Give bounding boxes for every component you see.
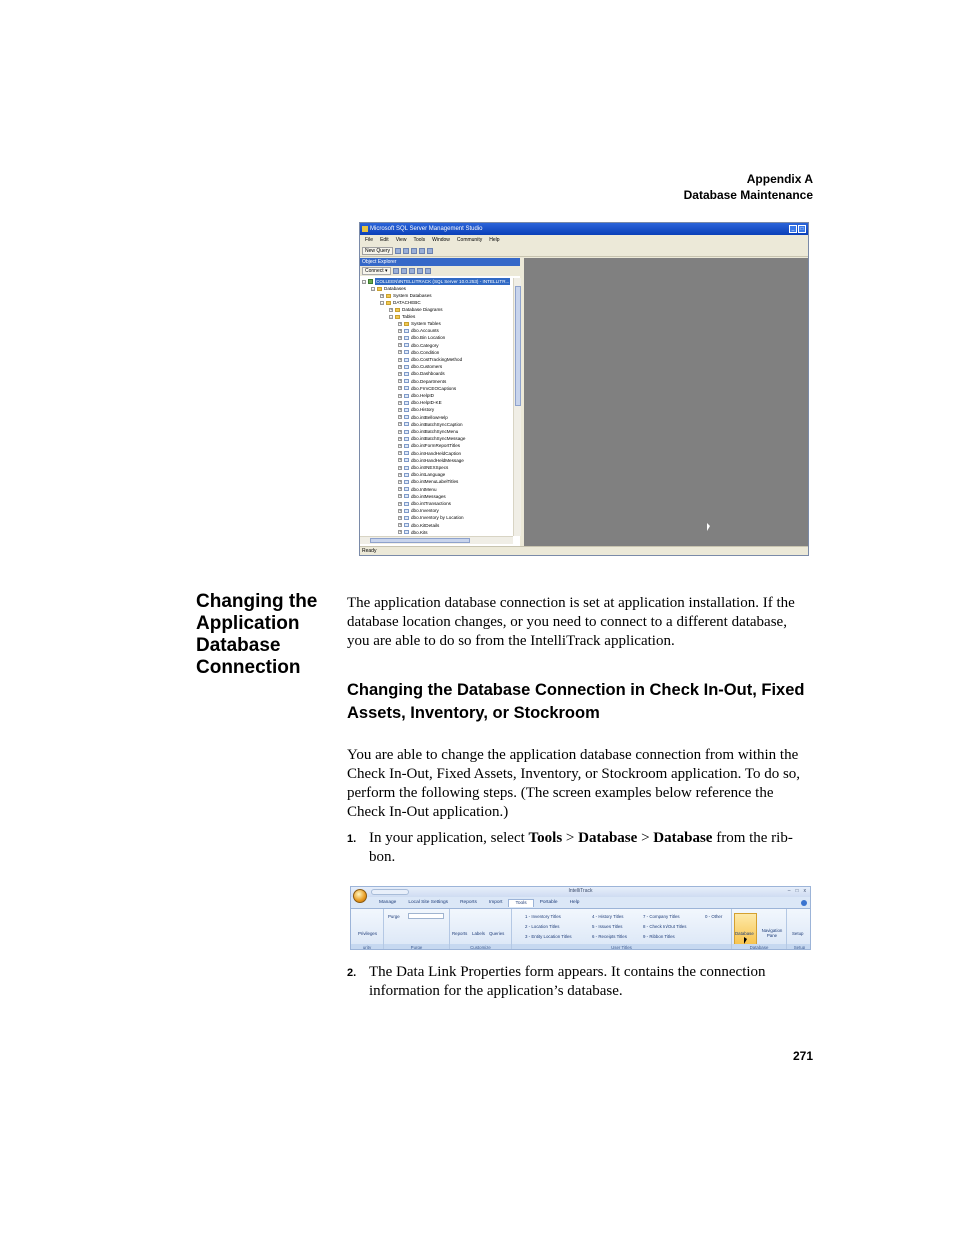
expand-icon[interactable]: +: [399, 378, 402, 384]
tree-node-table[interactable]: [398, 349, 439, 356]
table-icon: [404, 523, 409, 527]
folder-icon: [395, 315, 400, 319]
table-icon: [404, 466, 409, 470]
table-icon: [404, 329, 409, 333]
tree-node-label: dbo.Customers: [411, 364, 443, 370]
ribbon-screenshot: [350, 886, 811, 950]
table-icon: [404, 487, 409, 491]
company-titles-button[interactable]: 7 - Company Titles: [643, 914, 680, 919]
tree-node-label: dbo.HelpID: [411, 393, 434, 398]
table-icon: [404, 494, 409, 498]
tree-node-table[interactable]: [398, 435, 465, 442]
table-icon: [404, 365, 409, 369]
table-icon: [404, 437, 409, 441]
expand-icon[interactable]: +: [399, 414, 402, 420]
expand-icon[interactable]: +: [399, 457, 402, 463]
tab-local-site-settings[interactable]: Local Site Settings: [408, 900, 449, 905]
menu-window[interactable]: Window: [432, 237, 450, 243]
table-icon: [404, 386, 409, 390]
tree-node-label: dbo.intBatchSyncMessage: [411, 436, 466, 442]
tree-node-label: dbo.intLanguage: [411, 472, 446, 478]
tree-node-databases[interactable]: - Databases: [372, 285, 406, 291]
minimize-icon[interactable]: –: [787, 888, 791, 894]
restore-icon[interactable]: □: [798, 225, 806, 233]
tab-tools[interactable]: Tools: [508, 899, 533, 907]
expand-icon[interactable]: +: [399, 406, 402, 412]
group-database: Database Navigation Pane Database: [732, 909, 787, 950]
table-icon: [404, 343, 409, 347]
tree-node-table[interactable]: [398, 363, 442, 370]
tree-node-label: dbo.intBatchSyncMenu: [411, 429, 459, 434]
tree-node-label: System Tables: [411, 321, 441, 326]
expand-icon[interactable]: +: [399, 399, 402, 405]
body-paragraph: You are able to change the application database connection from within the Check In-Out, Fixed Assets, Inventory, or Stockroom application. To do so, perform the following steps. (The screen examples below reference the Check In-Out application.): [347, 747, 801, 820]
expand-icon[interactable]: +: [399, 435, 402, 441]
tree-node-label: dbo.intHandHeldCaption: [411, 450, 462, 456]
entity-location-titles-button[interactable]: 3 - Entity Location Titles: [525, 934, 572, 939]
open-icon[interactable]: [395, 248, 401, 254]
reports-button[interactable]: Reports: [452, 931, 468, 936]
tree-node-label: dbo.intMenuLabelTitles: [411, 479, 459, 485]
ribbon-tabs: [373, 899, 585, 907]
expand-icon[interactable]: +: [399, 507, 402, 513]
table-icon: [404, 336, 409, 340]
ssms-screenshot: [359, 222, 809, 556]
tree-node-table[interactable]: [398, 399, 442, 406]
copy-icon[interactable]: [419, 248, 425, 254]
ssms-toolbar: [360, 246, 808, 257]
table-icon: [404, 530, 409, 534]
tree-node-label: dbo.Kits: [411, 529, 428, 535]
table-icon: [404, 444, 409, 448]
office-button-icon[interactable]: [353, 889, 367, 903]
expand-icon[interactable]: +: [399, 370, 402, 376]
tree-node-tables[interactable]: - Tables: [390, 313, 416, 319]
folder-icon: [395, 308, 400, 312]
tree-node-label: dbo.intBatchSyncCaption: [411, 421, 463, 427]
tree-node-label: dbo.intBellowHelp: [411, 414, 448, 420]
tab-reports[interactable]: Reports: [460, 900, 477, 905]
folder-icon: [386, 294, 391, 298]
tab-manage[interactable]: Manage: [379, 900, 397, 905]
connect-button[interactable]: Connect ▾: [362, 267, 391, 275]
tree-node-table[interactable]: [398, 421, 463, 428]
tree-node-label: dbo.Category: [411, 342, 439, 348]
tree-node-table[interactable]: [398, 327, 439, 334]
expand-icon[interactable]: +: [399, 421, 402, 427]
mouse-pointer-icon: [707, 523, 710, 531]
tree-node-table[interactable]: [398, 414, 448, 421]
group-purge: Purge Purge: [384, 909, 450, 950]
tree-node-database[interactable]: - DATACHEBC: [381, 299, 421, 305]
step-1: [347, 829, 813, 867]
tree-node-table[interactable]: [398, 522, 439, 529]
tree-node-table[interactable]: [398, 464, 448, 471]
tree-node-label: dbo.CostTrackingMethod: [411, 357, 463, 362]
expand-icon[interactable]: +: [399, 356, 402, 362]
ribbon-titlebar: [351, 887, 810, 897]
step-number: 1.: [347, 833, 357, 845]
tree-node-label: dbo.History: [411, 407, 435, 413]
close-icon[interactable]: x: [803, 888, 806, 894]
document-area: [524, 258, 808, 546]
stop-icon[interactable]: [409, 268, 415, 274]
page-number: 271: [792, 1049, 813, 1063]
purge-dropdown[interactable]: [408, 913, 444, 919]
tree-node-label: dbo.Inventory by Location: [411, 515, 464, 521]
tab-help[interactable]: Help: [569, 900, 580, 905]
expand-icon[interactable]: +: [399, 334, 402, 340]
menu-community[interactable]: Community: [456, 237, 483, 243]
running-header-appendix: Appendix A: [746, 172, 813, 186]
running-header-chapter: Database Maintenance: [683, 188, 813, 202]
ribbon-app-title: IntelliTrack: [568, 888, 593, 894]
database-button-label[interactable]: Database: [735, 931, 754, 936]
mouse-pointer-icon: [744, 937, 747, 944]
tab-import[interactable]: Import: [488, 900, 503, 905]
tree-node-system-databases[interactable]: + System Databases: [381, 292, 432, 298]
inventory-titles-button[interactable]: 1 - Inventory Titles: [525, 914, 561, 919]
object-explorer-tree: [360, 278, 513, 536]
menu-view[interactable]: View: [395, 237, 407, 243]
connect-icon[interactable]: [393, 268, 399, 274]
tree-node-table[interactable]: [398, 342, 439, 349]
table-icon: [404, 358, 409, 362]
group-security: Privileges urity: [351, 909, 384, 950]
tree-node-table[interactable]: [398, 514, 464, 521]
tree-node-label: dbo.FrmCEOCaptions: [411, 385, 457, 391]
table-icon: [404, 509, 409, 513]
table-icon: [404, 451, 409, 455]
menu-help[interactable]: Help: [489, 237, 500, 243]
purge-label: Purge: [388, 914, 400, 919]
table-icon: [404, 516, 409, 520]
tree-node-table[interactable]: [398, 356, 462, 363]
table-icon: [404, 401, 409, 405]
tree-node-label: dbo.intTransactions: [411, 501, 451, 506]
tree-node-label: dbo.IntMenu: [411, 486, 437, 492]
object-explorer-title: Object Explorer: [360, 258, 520, 266]
database-icon: [386, 301, 391, 305]
expand-icon[interactable]: +: [399, 522, 402, 528]
table-icon: [404, 379, 409, 383]
tree-node-label: dbo.Inventory: [411, 508, 439, 514]
minimize-icon[interactable]: _: [789, 225, 797, 233]
location-titles-button[interactable]: 2 - Location Titles: [525, 924, 560, 929]
table-icon: [404, 502, 409, 506]
table-icon: [404, 422, 409, 426]
new-query-button[interactable]: New Query: [362, 247, 393, 255]
expand-icon[interactable]: +: [399, 320, 402, 326]
receipts-titles-button[interactable]: 6 - Receipts Titles: [592, 934, 627, 939]
tree-horizontal-scrollbar[interactable]: [360, 536, 513, 544]
expand-icon[interactable]: +: [399, 392, 402, 398]
expand-icon[interactable]: +: [399, 385, 402, 391]
tree-node-table[interactable]: [398, 478, 458, 485]
step-2: [347, 963, 813, 1001]
table-icon: [404, 408, 409, 412]
table-icon: [404, 350, 409, 354]
tree-node-table[interactable]: [398, 450, 461, 457]
tree-node-label: dbo.KitDetails: [411, 522, 440, 528]
section-heading: Changing the Application Database Connection: [196, 591, 318, 678]
expand-icon[interactable]: +: [399, 500, 402, 506]
issues-titles-button[interactable]: 5 - Issues Titles: [592, 924, 623, 929]
expand-icon[interactable]: +: [399, 450, 402, 456]
expand-icon[interactable]: +: [399, 327, 402, 333]
table-icon: [404, 430, 409, 434]
tree-node-table[interactable]: [398, 486, 437, 493]
group-setup: Setup Setup: [787, 909, 811, 950]
labels-button[interactable]: Labels: [472, 931, 485, 936]
tree-node-label: dbo.Departments: [411, 378, 447, 384]
tree-node-table[interactable]: [398, 529, 428, 536]
ssms-menubar: [360, 235, 808, 246]
tree-node-table[interactable]: [398, 442, 460, 449]
tree-node-table[interactable]: [398, 457, 464, 464]
check-in-out-titles-button[interactable]: 8 - Check In/Out Titles: [643, 924, 687, 929]
tree-node-label: dbo.intMessages: [411, 493, 446, 499]
ribbon-titles-button[interactable]: 9 - Ribbon Titles: [643, 934, 675, 939]
tree-node-label: dbo.intINEXSpecs: [411, 465, 449, 470]
table-icon: [404, 458, 409, 462]
table-icon: [404, 394, 409, 398]
step-number: 2.: [347, 967, 357, 979]
expand-icon[interactable]: +: [399, 493, 402, 499]
tree-node-table[interactable]: [398, 370, 445, 377]
ssms-status-bar: Ready: [360, 546, 808, 555]
tree-node-table[interactable]: [398, 320, 441, 327]
intro-paragraph: The application database connection is set at application installation. If the database location changes, or you need to connect to a different database, you are able to do so from the IntelliTrack application.: [347, 595, 795, 649]
expand-icon[interactable]: +: [399, 342, 402, 348]
navigation-pane-button[interactable]: Navigation Pane: [761, 928, 783, 938]
maximize-icon[interactable]: □: [795, 888, 799, 894]
expand-icon[interactable]: +: [399, 464, 402, 470]
subsection-heading: Changing the Database Connection in Check In-Out, Fixed Assets, Inventory, or Stockroom: [347, 681, 805, 722]
tree-node-label: dbo.Dashboards: [411, 371, 445, 377]
expand-icon[interactable]: +: [399, 442, 402, 448]
tab-portable[interactable]: Portable: [539, 900, 558, 905]
privileges-button[interactable]: Privileges: [358, 931, 378, 936]
tree-node-table[interactable]: [398, 334, 445, 341]
tree-node-table[interactable]: [398, 493, 446, 500]
save-icon[interactable]: [403, 248, 409, 254]
tree-node-table[interactable]: [398, 385, 456, 392]
ssms-title: Microsoft SQL Server Management Studio: [370, 226, 483, 232]
object-explorer-panel: [360, 258, 522, 546]
help-icon[interactable]: [801, 900, 807, 906]
tree-node-table[interactable]: [398, 507, 439, 514]
tree-node-label: dbo.intFormReportTitles: [411, 443, 461, 449]
app-icon: [362, 226, 368, 232]
save-all-icon[interactable]: [411, 248, 417, 254]
expand-icon[interactable]: +: [399, 514, 402, 520]
tree-node-diagrams[interactable]: + Database Diagrams: [390, 306, 443, 312]
setup-button[interactable]: Setup: [792, 931, 804, 936]
expand-icon[interactable]: +: [399, 529, 402, 535]
menu-tools[interactable]: Tools: [413, 237, 426, 243]
disconnect-icon[interactable]: [401, 268, 407, 274]
server-icon: [368, 279, 373, 284]
tree-node-table[interactable]: [398, 392, 434, 399]
other-titles-button[interactable]: 0 - Other: [705, 914, 723, 919]
tree-node-label: dbo.Condition: [411, 349, 440, 355]
ssms-titlebar: [360, 223, 808, 235]
table-icon: [404, 480, 409, 484]
expand-icon[interactable]: +: [399, 478, 402, 484]
step-text: The Data Link Properties form appears. It contains the connection information for the application’s database.: [369, 964, 766, 999]
queries-button[interactable]: Queries: [489, 931, 505, 936]
group-user-titles: 1 - Inventory Titles 4 - History Titles 7 - Company Titles 0 - Other 2 - Location Titles 5 - Issues Titles 8 - Check In/Out Titles 3 - Entity Location Titles 6 - Receipts Titles 9 - Ribbon Titles User Titles: [512, 909, 732, 950]
history-titles-button[interactable]: 4 - History Titles: [592, 914, 624, 919]
expand-icon[interactable]: +: [399, 471, 402, 477]
expand-icon[interactable]: +: [399, 363, 402, 369]
group-customize: Reports Labels Queries Customize: [450, 909, 512, 950]
filter-icon[interactable]: [417, 268, 423, 274]
folder-icon: [404, 322, 409, 326]
tree-node-table[interactable]: [398, 428, 458, 435]
quick-access-toolbar[interactable]: [371, 889, 409, 895]
object-explorer-toolbar: [360, 266, 520, 276]
expand-icon[interactable]: +: [399, 349, 402, 355]
tree-node-label: dbo.HelpID-KE: [411, 400, 442, 406]
refresh-icon[interactable]: [425, 268, 431, 274]
expand-icon[interactable]: +: [399, 486, 402, 492]
tree-vertical-scrollbar[interactable]: [513, 278, 521, 536]
tree-node-table[interactable]: [398, 378, 446, 385]
tree-node-label: dbo.Bin Location: [411, 335, 446, 341]
folder-icon: [377, 287, 382, 291]
ribbon-body: [351, 908, 810, 950]
tree-node-label: dbo.intHandHeldMessage: [411, 457, 464, 463]
tree-node-table[interactable]: [398, 471, 445, 478]
table-icon: [404, 473, 409, 477]
expand-icon[interactable]: +: [399, 428, 402, 434]
tree-node-table[interactable]: [398, 406, 434, 413]
menu-file[interactable]: File: [365, 237, 374, 243]
tree-node-table[interactable]: [398, 500, 451, 507]
properties-icon[interactable]: [427, 248, 433, 254]
tree-node-server[interactable]: - COLLEEN\INTELLITRACK (SQL Server 10.0.253) - INTELLITR...: [363, 278, 510, 284]
tree-node-label: dbo.Accounts: [411, 328, 439, 334]
step-text: In your application, select Tools > Database > Database from the rib-bon.: [369, 830, 793, 865]
table-icon: [404, 415, 409, 419]
table-icon: [404, 372, 409, 376]
menu-edit[interactable]: Edit: [380, 237, 389, 243]
